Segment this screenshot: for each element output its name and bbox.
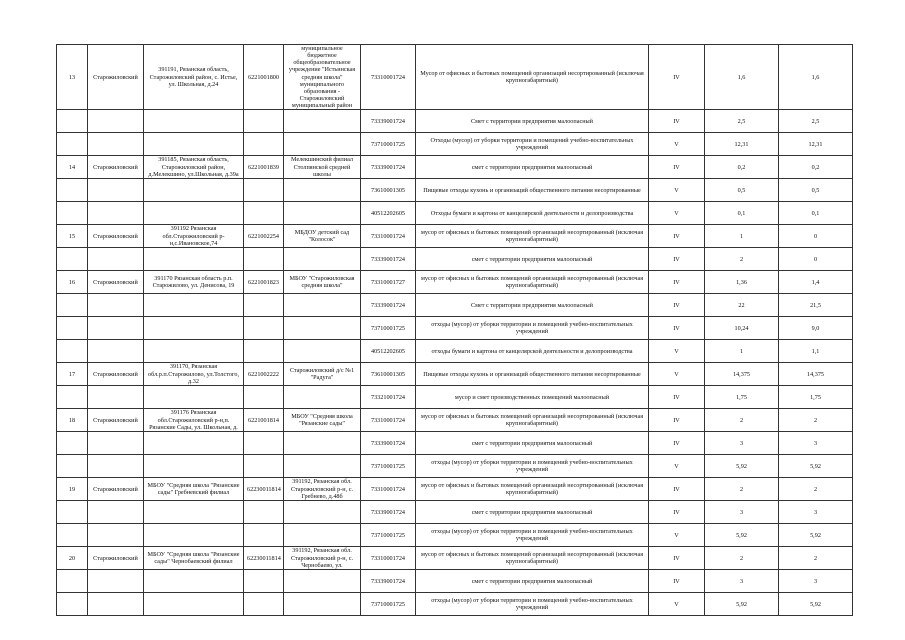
table-row	[57, 110, 853, 133]
hazard-class-cell: IV	[649, 156, 705, 179]
organization-cell: МБОУ "Средняя школа "Рязанские сады"	[284, 409, 361, 432]
organization-cell: МБОУ "Старожиловская средняя школа"	[284, 271, 361, 294]
table-row	[57, 363, 853, 386]
waste-code-cell: 73339001724	[361, 501, 416, 524]
address-cell	[144, 455, 244, 478]
row-number	[57, 110, 88, 133]
waste-name-cell: мусор от офисных и бытовых помещений организаций несортированный (исключая крупногабаритный)	[416, 271, 649, 294]
row-number	[57, 524, 88, 547]
organization-cell: МБДОУ детский сад "Колосок"	[284, 225, 361, 248]
address-cell: 391170, Рязанская обл.р.п.Старожилово, ул.Толстого, д.32	[144, 363, 244, 386]
inn-cell	[244, 179, 284, 202]
inn-cell	[244, 110, 284, 133]
district-cell: Старожиловский	[88, 156, 144, 179]
district-cell	[88, 133, 144, 156]
inn-cell: 62230011814	[244, 547, 284, 570]
table-row	[57, 386, 853, 409]
inn-cell	[244, 133, 284, 156]
inn-cell	[244, 386, 284, 409]
table-row	[57, 248, 853, 271]
address-cell: 391176 Рязанская обл.Старожиловский р-н,п. Рязанские Сады, ул. Школьная, д.	[144, 409, 244, 432]
hazard-class-cell: IV	[649, 570, 705, 593]
hazard-class-cell: IV	[649, 317, 705, 340]
waste-name-cell: отходы (мусор) от уборки территории и помещений учебно-воспитательных учреждений	[416, 317, 649, 340]
inn-cell: 62230011814	[244, 478, 284, 501]
district-cell: Старожиловский	[88, 225, 144, 248]
table-row	[57, 593, 853, 616]
hazard-class-cell: IV	[649, 225, 705, 248]
district-cell	[88, 593, 144, 616]
table-row	[57, 547, 853, 570]
value-2-cell: 5,92	[779, 524, 853, 547]
value-1-cell: 12,31	[705, 133, 779, 156]
value-2-cell: 2	[779, 478, 853, 501]
address-cell: 391185, Рязанская область, Старожиловский район, д.Мелекшино, ул.Школьная, д.39а	[144, 156, 244, 179]
row-number: 19	[57, 478, 88, 501]
value-2-cell: 2,5	[779, 110, 853, 133]
hazard-class-cell: IV	[649, 409, 705, 432]
table-row	[57, 432, 853, 455]
hazard-class-cell: IV	[649, 45, 705, 110]
district-cell: Старожиловский	[88, 409, 144, 432]
hazard-class-cell: V	[649, 524, 705, 547]
waste-code-cell: 73710001725	[361, 593, 416, 616]
waste-name-cell: смет с территории предприятия малоопасный	[416, 432, 649, 455]
waste-code-cell: 73339001724	[361, 110, 416, 133]
waste-name-cell: Мусор от офисных и бытовых помещений организаций несортированный (исключая крупногабаритный)	[416, 45, 649, 110]
value-2-cell: 2	[779, 547, 853, 570]
waste-code-cell: 73710001725	[361, 524, 416, 547]
value-2-cell: 9,0	[779, 317, 853, 340]
organization-cell: 391192, Рязанская обл. Старожиловский р-н, с. Чернобаево, ул.	[284, 547, 361, 570]
value-2-cell: 5,92	[779, 455, 853, 478]
value-1-cell: 1	[705, 225, 779, 248]
district-cell	[88, 340, 144, 363]
waste-name-cell: смет с территории предприятия малоопасный	[416, 248, 649, 271]
value-1-cell: 10,24	[705, 317, 779, 340]
value-1-cell: 1	[705, 340, 779, 363]
table-row	[57, 271, 853, 294]
value-1-cell: 1,6	[705, 45, 779, 110]
value-2-cell: 1,6	[779, 45, 853, 110]
value-2-cell: 3	[779, 432, 853, 455]
inn-cell	[244, 524, 284, 547]
row-number	[57, 593, 88, 616]
hazard-class-cell: IV	[649, 432, 705, 455]
address-cell	[144, 432, 244, 455]
organization-cell	[284, 317, 361, 340]
waste-code-cell: 73310001727	[361, 271, 416, 294]
table-row	[57, 179, 853, 202]
value-2-cell: 1,75	[779, 386, 853, 409]
waste-code-cell: 73339001724	[361, 570, 416, 593]
waste-name-cell: мусор от офисных и бытовых помещений организаций несортированный (исключая крупногабаритный)	[416, 547, 649, 570]
waste-code-cell: 73339001724	[361, 156, 416, 179]
address-cell	[144, 501, 244, 524]
address-cell	[144, 386, 244, 409]
address-cell	[144, 133, 244, 156]
waste-code-cell: 73310001724	[361, 45, 416, 110]
row-number	[57, 570, 88, 593]
district-cell	[88, 455, 144, 478]
table-row	[57, 524, 853, 547]
inn-cell: 6221002222	[244, 363, 284, 386]
row-number: 18	[57, 409, 88, 432]
row-number	[57, 501, 88, 524]
waste-name-cell: Смет с территории предприятия малоопасный	[416, 110, 649, 133]
district-cell	[88, 501, 144, 524]
table-row	[57, 570, 853, 593]
value-2-cell: 12,31	[779, 133, 853, 156]
organization-cell	[284, 386, 361, 409]
row-number: 16	[57, 271, 88, 294]
value-1-cell: 3	[705, 501, 779, 524]
value-1-cell: 2,5	[705, 110, 779, 133]
waste-code-cell: 73321001724	[361, 386, 416, 409]
value-1-cell: 1,36	[705, 271, 779, 294]
hazard-class-cell: V	[649, 593, 705, 616]
row-number: 15	[57, 225, 88, 248]
organization-cell: 391192, Рязанская обл. Старожиловский р-н, с. Гребнево, д.48б	[284, 478, 361, 501]
hazard-class-cell: IV	[649, 386, 705, 409]
value-2-cell: 0,1	[779, 202, 853, 225]
waste-name-cell: мусор от офисных и бытовых помещений организаций несортированный (исключая крупногабаритный)	[416, 478, 649, 501]
district-cell	[88, 294, 144, 317]
value-2-cell: 2	[779, 409, 853, 432]
inn-cell: 6221002254	[244, 225, 284, 248]
value-1-cell: 22	[705, 294, 779, 317]
value-1-cell: 5,92	[705, 455, 779, 478]
row-number	[57, 386, 88, 409]
district-cell: Старожиловский	[88, 547, 144, 570]
address-cell	[144, 110, 244, 133]
row-number: 14	[57, 156, 88, 179]
organization-cell	[284, 179, 361, 202]
inn-cell: 6221001800	[244, 45, 284, 110]
table-row	[57, 225, 853, 248]
waste-code-cell: 40512202605	[361, 340, 416, 363]
row-number: 17	[57, 363, 88, 386]
value-2-cell: 3	[779, 501, 853, 524]
district-cell	[88, 432, 144, 455]
inn-cell	[244, 501, 284, 524]
inn-cell	[244, 202, 284, 225]
organization-cell: Мелекшинский филиал Столпянской средней школы	[284, 156, 361, 179]
organization-cell	[284, 570, 361, 593]
value-1-cell: 0,5	[705, 179, 779, 202]
address-cell	[144, 340, 244, 363]
hazard-class-cell: V	[649, 363, 705, 386]
waste-name-cell: мусор от офисных и бытовых помещений организаций несортированный (исключая крупногабаритный)	[416, 225, 649, 248]
value-2-cell: 14,375	[779, 363, 853, 386]
district-cell: Старожиловский	[88, 271, 144, 294]
value-1-cell: 5,92	[705, 593, 779, 616]
inn-cell	[244, 317, 284, 340]
hazard-class-cell: IV	[649, 271, 705, 294]
value-1-cell: 2	[705, 547, 779, 570]
district-cell	[88, 179, 144, 202]
inn-cell: 6221001839	[244, 156, 284, 179]
waste-name-cell: Пищевые отходы кухонь и организаций общественного питания несортированные	[416, 363, 649, 386]
waste-name-cell: мусор и смет производственных помещений малоопасный	[416, 386, 649, 409]
inn-cell	[244, 294, 284, 317]
address-cell	[144, 179, 244, 202]
district-cell	[88, 524, 144, 547]
address-cell	[144, 524, 244, 547]
value-1-cell: 0,2	[705, 156, 779, 179]
waste-name-cell: Отходы (мусор) от уборки территории и помещений учебно-воспитательных учреждений	[416, 133, 649, 156]
district-cell	[88, 248, 144, 271]
table-row	[57, 294, 853, 317]
value-1-cell: 2	[705, 409, 779, 432]
organization-cell	[284, 593, 361, 616]
address-cell	[144, 202, 244, 225]
waste-code-cell: 73710001725	[361, 317, 416, 340]
district-cell: Старожиловский	[88, 363, 144, 386]
organization-cell: Старожиловский д/с №1 "Радуга"	[284, 363, 361, 386]
table-row	[57, 340, 853, 363]
waste-name-cell: мусор от офисных и бытовых помещений организаций несортированный (исключая крупногабаритный)	[416, 409, 649, 432]
waste-name-cell: Пищевые отходы кухонь и организаций общественного питания несортированные	[416, 179, 649, 202]
hazard-class-cell: V	[649, 202, 705, 225]
district-cell: Старожиловский	[88, 45, 144, 110]
hazard-class-cell: IV	[649, 478, 705, 501]
organization-cell: муниципальное бюджетное общеобразовательное учреждение "Истьинская средняя школа" муниципального образования - Старожиловский муниципальный район	[284, 45, 361, 110]
hazard-class-cell: V	[649, 455, 705, 478]
address-cell: МБОУ "Средняя школа "Рязанские сады" Чернобаевский филиал	[144, 547, 244, 570]
row-number	[57, 202, 88, 225]
waste-code-cell: 73310001724	[361, 409, 416, 432]
district-cell	[88, 202, 144, 225]
waste-code-cell: 73610001305	[361, 179, 416, 202]
organization-cell	[284, 133, 361, 156]
organization-cell	[284, 432, 361, 455]
waste-name-cell: Отходы бумаги и картона от канцелярской деятельности и делопроизводства	[416, 202, 649, 225]
hazard-class-cell: IV	[649, 294, 705, 317]
row-number	[57, 432, 88, 455]
address-cell: 391192 Рязанская обл.Старожиловский р-н,с.Ивановское,74	[144, 225, 244, 248]
value-2-cell: 21,5	[779, 294, 853, 317]
value-2-cell: 0	[779, 225, 853, 248]
waste-name-cell: смет с территории предприятия малоопасный	[416, 156, 649, 179]
table-row	[57, 409, 853, 432]
waste-name-cell: отходы (мусор) от уборки территории и помещений учебно-воспитательных учреждений	[416, 455, 649, 478]
value-1-cell: 2	[705, 478, 779, 501]
organization-cell	[284, 524, 361, 547]
waste-code-cell: 73310001724	[361, 478, 416, 501]
value-1-cell: 3	[705, 432, 779, 455]
waste-code-cell: 73710001725	[361, 455, 416, 478]
value-2-cell: 5,92	[779, 593, 853, 616]
value-2-cell: 0,2	[779, 156, 853, 179]
table-row	[57, 455, 853, 478]
address-cell: 391170 Рязанская область р.п. Старожилово, ул. Денисова, 19	[144, 271, 244, 294]
waste-code-cell: 73310001724	[361, 225, 416, 248]
value-1-cell: 5,92	[705, 524, 779, 547]
row-number: 13	[57, 45, 88, 110]
value-1-cell: 3	[705, 570, 779, 593]
district-cell	[88, 570, 144, 593]
waste-code-cell: 73339001724	[361, 432, 416, 455]
hazard-class-cell: IV	[649, 110, 705, 133]
hazard-class-cell: IV	[649, 248, 705, 271]
inn-cell	[244, 570, 284, 593]
waste-table	[56, 44, 853, 616]
table-row	[57, 202, 853, 225]
inn-cell: 6221001814	[244, 409, 284, 432]
hazard-class-cell: IV	[649, 547, 705, 570]
district-cell	[88, 110, 144, 133]
waste-code-cell: 73610001305	[361, 363, 416, 386]
waste-code-cell: 73710001725	[361, 133, 416, 156]
address-cell: МБОУ "Средняя школа "Рязанские сады" Гребневский филиал	[144, 478, 244, 501]
organization-cell	[284, 294, 361, 317]
inn-cell	[244, 248, 284, 271]
table-row	[57, 478, 853, 501]
inn-cell	[244, 455, 284, 478]
district-cell: Старожиловский	[88, 478, 144, 501]
waste-name-cell: отходы бумаги и картона от канцелярской деятельности и делопроизводства	[416, 340, 649, 363]
waste-name-cell: смет с территории предприятия малоопасный	[416, 570, 649, 593]
hazard-class-cell: V	[649, 179, 705, 202]
value-2-cell: 3	[779, 570, 853, 593]
row-number	[57, 294, 88, 317]
row-number	[57, 179, 88, 202]
table-row	[57, 501, 853, 524]
organization-cell	[284, 202, 361, 225]
row-number	[57, 340, 88, 363]
waste-code-cell: 73339001724	[361, 248, 416, 271]
hazard-class-cell: IV	[649, 501, 705, 524]
table-row	[57, 156, 853, 179]
row-number	[57, 317, 88, 340]
waste-name-cell: смет с территории предприятия малоопасный	[416, 501, 649, 524]
table-row	[57, 133, 853, 156]
waste-code-cell: 40512202605	[361, 202, 416, 225]
organization-cell	[284, 248, 361, 271]
inn-cell: 6221001823	[244, 271, 284, 294]
waste-name-cell: отходы (мусор) от уборки территории и помещений учебно-воспитательных учреждений	[416, 524, 649, 547]
district-cell	[88, 386, 144, 409]
value-1-cell: 1,75	[705, 386, 779, 409]
value-2-cell: 1,1	[779, 340, 853, 363]
hazard-class-cell: V	[649, 340, 705, 363]
address-cell	[144, 294, 244, 317]
row-number: 20	[57, 547, 88, 570]
address-cell: 391191, Рязанская область, Старожиловский район, с. Истье, ул. Школьная, д.24	[144, 45, 244, 110]
row-number	[57, 133, 88, 156]
organization-cell	[284, 501, 361, 524]
inn-cell	[244, 340, 284, 363]
waste-name-cell: Смет с территории предприятия малоопасный	[416, 294, 649, 317]
table-row	[57, 45, 853, 110]
organization-cell	[284, 110, 361, 133]
value-2-cell: 0,5	[779, 179, 853, 202]
address-cell	[144, 593, 244, 616]
row-number	[57, 248, 88, 271]
address-cell	[144, 248, 244, 271]
waste-code-cell: 73310001724	[361, 547, 416, 570]
waste-code-cell: 73339001724	[361, 294, 416, 317]
address-cell	[144, 570, 244, 593]
inn-cell	[244, 432, 284, 455]
hazard-class-cell: V	[649, 133, 705, 156]
waste-name-cell: отходы (мусор) от уборки территории и помещений учебно-воспитательных учреждений	[416, 593, 649, 616]
row-number	[57, 455, 88, 478]
organization-cell	[284, 455, 361, 478]
value-1-cell: 0,1	[705, 202, 779, 225]
value-1-cell: 2	[705, 248, 779, 271]
address-cell	[144, 317, 244, 340]
value-1-cell: 14,375	[705, 363, 779, 386]
value-2-cell: 0	[779, 248, 853, 271]
table-row	[57, 317, 853, 340]
organization-cell	[284, 340, 361, 363]
district-cell	[88, 317, 144, 340]
inn-cell	[244, 593, 284, 616]
value-2-cell: 1,4	[779, 271, 853, 294]
